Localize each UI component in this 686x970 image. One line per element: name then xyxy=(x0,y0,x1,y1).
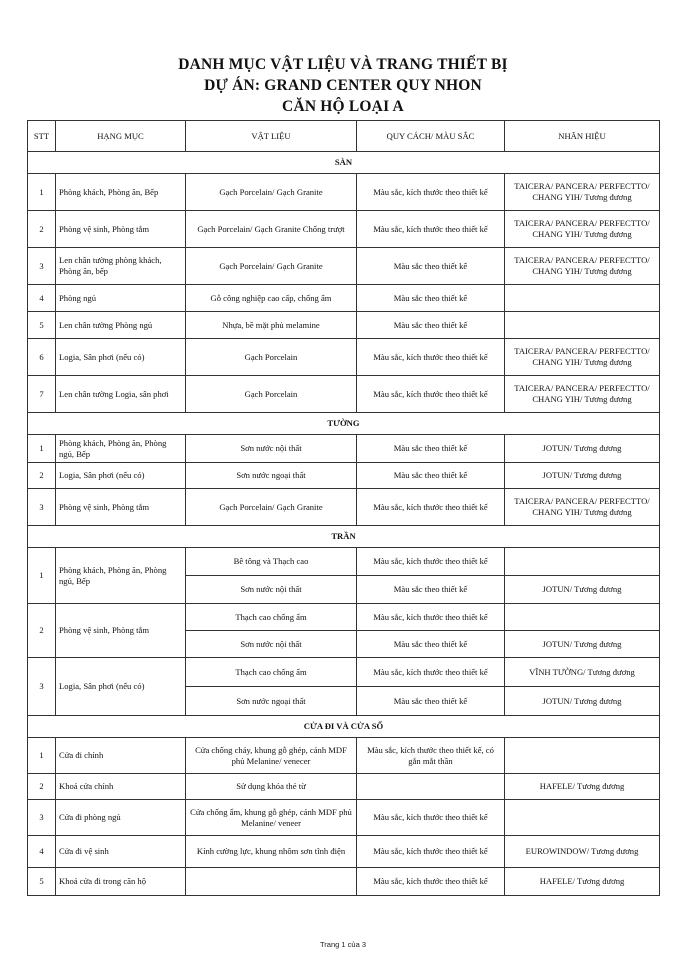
table-row xyxy=(28,211,660,248)
materials-table xyxy=(27,120,660,896)
table-row xyxy=(28,463,660,489)
cell-brand xyxy=(505,738,660,774)
cell-spec: Màu sắc, kích thước theo thiết kế xyxy=(357,868,505,896)
section-row-cua xyxy=(28,716,660,738)
cell-spec: Màu sắc, kích thước theo thiết kế xyxy=(357,339,505,376)
cell-brand: TAICERA/ PANCERA/ PERFECTTO/ CHANG YIH/ Tương đương xyxy=(505,339,660,376)
cell-material: Gạch Porcelain/ Gạch Granite xyxy=(186,174,357,211)
table-row xyxy=(28,376,660,413)
cell-item: Logia, Sân phơi (nếu có) xyxy=(56,339,186,376)
cell-stt: 1 xyxy=(28,435,56,463)
cell-material: Nhựa, bề mặt phủ melamine xyxy=(186,312,357,339)
cell-spec: Màu sắc, kích thước theo thiết kế xyxy=(357,376,505,413)
cell-item: Phòng khách, Phòng ăn, Phòng ngủ, Bếp xyxy=(56,435,186,463)
document-title: DANH MỤC VẬT LIỆU VÀ TRANG THIẾT BỊ xyxy=(178,56,508,73)
cell-stt: 1 xyxy=(28,174,56,211)
section-row-tran xyxy=(28,526,660,548)
document-title-block xyxy=(0,54,686,117)
cell-material: Bê tông và Thạch cao xyxy=(186,548,357,576)
cell-item: Khoá cửa đi trong căn hộ xyxy=(56,868,186,896)
table-row xyxy=(28,738,660,774)
cell-brand: JOTUN/ Tương đương xyxy=(505,463,660,489)
cell-stt: 7 xyxy=(28,376,56,413)
cell-item: Phòng ngủ xyxy=(56,285,186,312)
cell-brand: JOTUN/ Tương đương xyxy=(505,435,660,463)
cell-item: Cửa đi phòng ngủ xyxy=(56,800,186,836)
section-title: TƯỜNG xyxy=(28,413,660,435)
cell-spec: Màu sắc, kích thước theo thiết kế xyxy=(357,800,505,836)
cell-material: Sơn nước ngoại thất xyxy=(186,687,357,716)
cell-stt: 2 xyxy=(28,211,56,248)
cell-material: Gạch Porcelain xyxy=(186,376,357,413)
cell-spec: Màu sắc, kích thước theo thiết kế xyxy=(357,548,505,576)
cell-brand: TAICERA/ PANCERA/ PERFECTTO/ CHANG YIH/ Tương đương xyxy=(505,211,660,248)
cell-brand xyxy=(505,548,660,576)
cell-material: Sơn nước ngoại thất xyxy=(186,463,357,489)
cell-material: Kính cường lực, khung nhôm sơn tĩnh điện xyxy=(186,836,357,868)
page-footer: Trang 1 của 3 xyxy=(320,940,366,949)
cell-material: Cửa chống ẩm, khung gỗ ghép, cánh MDF phủ Melanine/ veneer xyxy=(186,800,357,836)
table-row xyxy=(28,836,660,868)
cell-brand: TAICERA/ PANCERA/ PERFECTTO/ CHANG YIH/ Tương đương xyxy=(505,489,660,526)
cell-spec: Màu sắc theo thiết kế xyxy=(357,435,505,463)
cell-spec: Màu sắc, kích thước theo thiết kế xyxy=(357,174,505,211)
cell-material: Sơn nước nội thất xyxy=(186,435,357,463)
cell-spec: Màu sắc theo thiết kế xyxy=(357,687,505,716)
cell-spec: Màu sắc, kích thước theo thiết kế, có gắn mắt thần xyxy=(357,738,505,774)
header-stt: STT xyxy=(28,121,56,152)
table-row xyxy=(28,489,660,526)
cell-stt: 1 xyxy=(28,548,56,604)
cell-material: Sử dụng khóa thẻ từ xyxy=(186,774,357,800)
cell-stt: 2 xyxy=(28,463,56,489)
cell-stt: 4 xyxy=(28,836,56,868)
cell-spec: Màu sắc theo thiết kế xyxy=(357,248,505,285)
table-row xyxy=(28,658,660,687)
cell-material: Thạch cao chống ẩm xyxy=(186,604,357,631)
header-nhan-hieu: NHÃN HIỆU xyxy=(505,121,660,152)
cell-brand xyxy=(505,800,660,836)
table-row xyxy=(28,285,660,312)
cell-item: Phòng khách, Phòng ăn, Bếp xyxy=(56,174,186,211)
table-row xyxy=(28,774,660,800)
cell-brand xyxy=(505,604,660,631)
cell-item: Logia, Sân phơi (nếu có) xyxy=(56,658,186,716)
project-name: DỰ ÁN: GRAND CENTER QUY NHON xyxy=(204,77,482,94)
table-header-row xyxy=(28,121,660,152)
cell-stt: 6 xyxy=(28,339,56,376)
table-row xyxy=(28,435,660,463)
table-row xyxy=(28,248,660,285)
cell-material: Sơn nước nội thất xyxy=(186,576,357,604)
cell-stt: 3 xyxy=(28,489,56,526)
table-row xyxy=(28,339,660,376)
section-title: TRẦN xyxy=(28,526,660,548)
cell-spec: Màu sắc theo thiết kế xyxy=(357,285,505,312)
cell-material xyxy=(186,868,357,896)
cell-item: Phòng vệ sinh, Phòng tắm xyxy=(56,211,186,248)
table-row xyxy=(28,868,660,896)
cell-brand xyxy=(505,285,660,312)
cell-brand: TAICERA/ PANCERA/ PERFECTTO/ CHANG YIH/ Tương đương xyxy=(505,174,660,211)
cell-spec: Màu sắc, kích thước theo thiết kế xyxy=(357,489,505,526)
cell-stt: 3 xyxy=(28,658,56,716)
cell-brand: TAICERA/ PANCERA/ PERFECTTO/ CHANG YIH/ Tương đương xyxy=(505,248,660,285)
cell-material: Thạch cao chống ẩm xyxy=(186,658,357,687)
header-hang-muc: HẠNG MỤC xyxy=(56,121,186,152)
section-title: SÀN xyxy=(28,152,660,174)
cell-brand: VĨNH TƯỜNG/ Tương đương xyxy=(505,658,660,687)
cell-brand: HAFELE/ Tương đương xyxy=(505,868,660,896)
header-vat-lieu: VẬT LIỆU xyxy=(186,121,357,152)
cell-stt: 5 xyxy=(28,312,56,339)
cell-stt: 2 xyxy=(28,774,56,800)
cell-item: Phòng vệ sinh, Phòng tắm xyxy=(56,604,186,658)
cell-spec xyxy=(357,774,505,800)
cell-brand xyxy=(505,312,660,339)
cell-item: Phòng vệ sinh, Phòng tắm xyxy=(56,489,186,526)
cell-item: Cửa đi chính xyxy=(56,738,186,774)
cell-spec: Màu sắc theo thiết kế xyxy=(357,463,505,489)
cell-brand: TAICERA/ PANCERA/ PERFECTTO/ CHANG YIH/ Tương đương xyxy=(505,376,660,413)
cell-stt: 1 xyxy=(28,738,56,774)
cell-spec: Màu sắc theo thiết kế xyxy=(357,576,505,604)
cell-spec: Màu sắc, kích thước theo thiết kế xyxy=(357,211,505,248)
table-row xyxy=(28,312,660,339)
cell-material: Gạch Porcelain xyxy=(186,339,357,376)
cell-material: Cửa chống cháy, khung gỗ ghép, cánh MDF phủ Melanine/ venecer xyxy=(186,738,357,774)
cell-spec: Màu sắc theo thiết kế xyxy=(357,312,505,339)
cell-brand: JOTUN/ Tương đương xyxy=(505,687,660,716)
cell-stt: 4 xyxy=(28,285,56,312)
cell-material: Gạch Porcelain/ Gạch Granite Chống trượt xyxy=(186,211,357,248)
cell-spec: Màu sắc, kích thước theo thiết kế xyxy=(357,604,505,631)
section-row-tuong xyxy=(28,413,660,435)
apartment-type: CĂN HỘ LOẠI A xyxy=(282,98,404,115)
table-row xyxy=(28,174,660,211)
cell-brand: EUROWINDOW/ Tương đương xyxy=(505,836,660,868)
cell-item: Logia, Sân phơi (nếu có) xyxy=(56,463,186,489)
cell-brand: JOTUN/ Tương đương xyxy=(505,631,660,658)
cell-spec: Màu sắc, kích thước theo thiết kế xyxy=(357,836,505,868)
section-title: CỬA ĐI VÀ CỬA SỔ xyxy=(28,716,660,738)
cell-item: Khoá cửa chính xyxy=(56,774,186,800)
cell-item: Phòng khách, Phòng ăn, Phòng ngủ, Bếp xyxy=(56,548,186,604)
cell-material: Sơn nước nội thất xyxy=(186,631,357,658)
table-row xyxy=(28,800,660,836)
cell-brand: JOTUN/ Tương đương xyxy=(505,576,660,604)
cell-stt: 3 xyxy=(28,248,56,285)
table-row xyxy=(28,548,660,576)
cell-spec: Màu sắc, kích thước theo thiết kế xyxy=(357,658,505,687)
cell-material: Gạch Porcelain/ Gạch Granite xyxy=(186,248,357,285)
cell-item: Len chân tường Logia, sân phơi xyxy=(56,376,186,413)
table-row xyxy=(28,604,660,631)
header-quy-cach: QUY CÁCH/ MÀU SẮC xyxy=(357,121,505,152)
cell-spec: Màu sắc theo thiết kế xyxy=(357,631,505,658)
section-row-san xyxy=(28,152,660,174)
cell-material: Gạch Porcelain/ Gạch Granite xyxy=(186,489,357,526)
cell-stt: 5 xyxy=(28,868,56,896)
cell-item: Cửa đi vệ sinh xyxy=(56,836,186,868)
cell-item: Len chân tường phòng khách, Phòng ăn, bếp xyxy=(56,248,186,285)
cell-stt: 2 xyxy=(28,604,56,658)
cell-stt: 3 xyxy=(28,800,56,836)
cell-item: Len chân tường Phòng ngủ xyxy=(56,312,186,339)
cell-brand: HAFELE/ Tương đương xyxy=(505,774,660,800)
cell-material: Gỗ công nghiệp cao cấp, chống ẩm xyxy=(186,285,357,312)
